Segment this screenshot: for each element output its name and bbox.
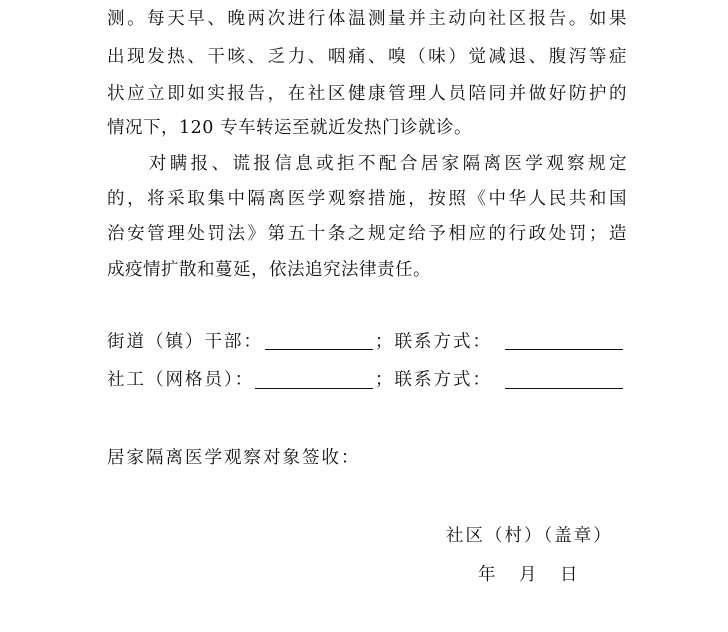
street-cadre-contact-blank[interactable] bbox=[505, 349, 623, 350]
body-line-3: 状应立即如实报告，在社区健康管理人员陪同并做好防护的 bbox=[107, 84, 627, 104]
date-label: 年 月 日 bbox=[478, 565, 581, 585]
social-worker-label: 社工（网格员）： bbox=[107, 370, 255, 390]
social-worker-name-blank[interactable] bbox=[255, 388, 373, 389]
social-worker-contact-label: ；联系方式： bbox=[375, 370, 492, 390]
body-line-7: 治安管理处罚法》第五十条之规定给予相应的行政处罚；造 bbox=[107, 224, 627, 244]
body-line-2: 出现发热、干咳、乏力、咽痛、嗅（味）觉减退、腹泻等症 bbox=[107, 47, 627, 67]
body-line-1: 测。每天早、晚两次进行体温测量并主动向社区报告。如果 bbox=[107, 9, 627, 29]
seal-label: 社区（村）（盖章） bbox=[446, 526, 613, 546]
sign-receipt-label: 居家隔离医学观察对象签收： bbox=[107, 448, 361, 468]
street-cadre-contact-label: ；联系方式： bbox=[375, 332, 492, 352]
body-line-6: 的，将采取集中隔离医学观察措施，按照《中华人民共和国 bbox=[107, 189, 627, 209]
body-line-4: 情况下，120 专车转运至就近发热门诊就诊。 bbox=[107, 118, 472, 138]
street-cadre-label: 街道（镇）干部： bbox=[107, 332, 263, 352]
body-line-5: 对瞒报、谎报信息或拒不配合居家隔离医学观察规定 bbox=[107, 154, 627, 174]
social-worker-contact-blank[interactable] bbox=[505, 388, 623, 389]
street-cadre-name-blank[interactable] bbox=[265, 349, 373, 350]
body-line-8: 成疫情扩散和蔓延，依法追究法律责任。 bbox=[107, 260, 431, 280]
